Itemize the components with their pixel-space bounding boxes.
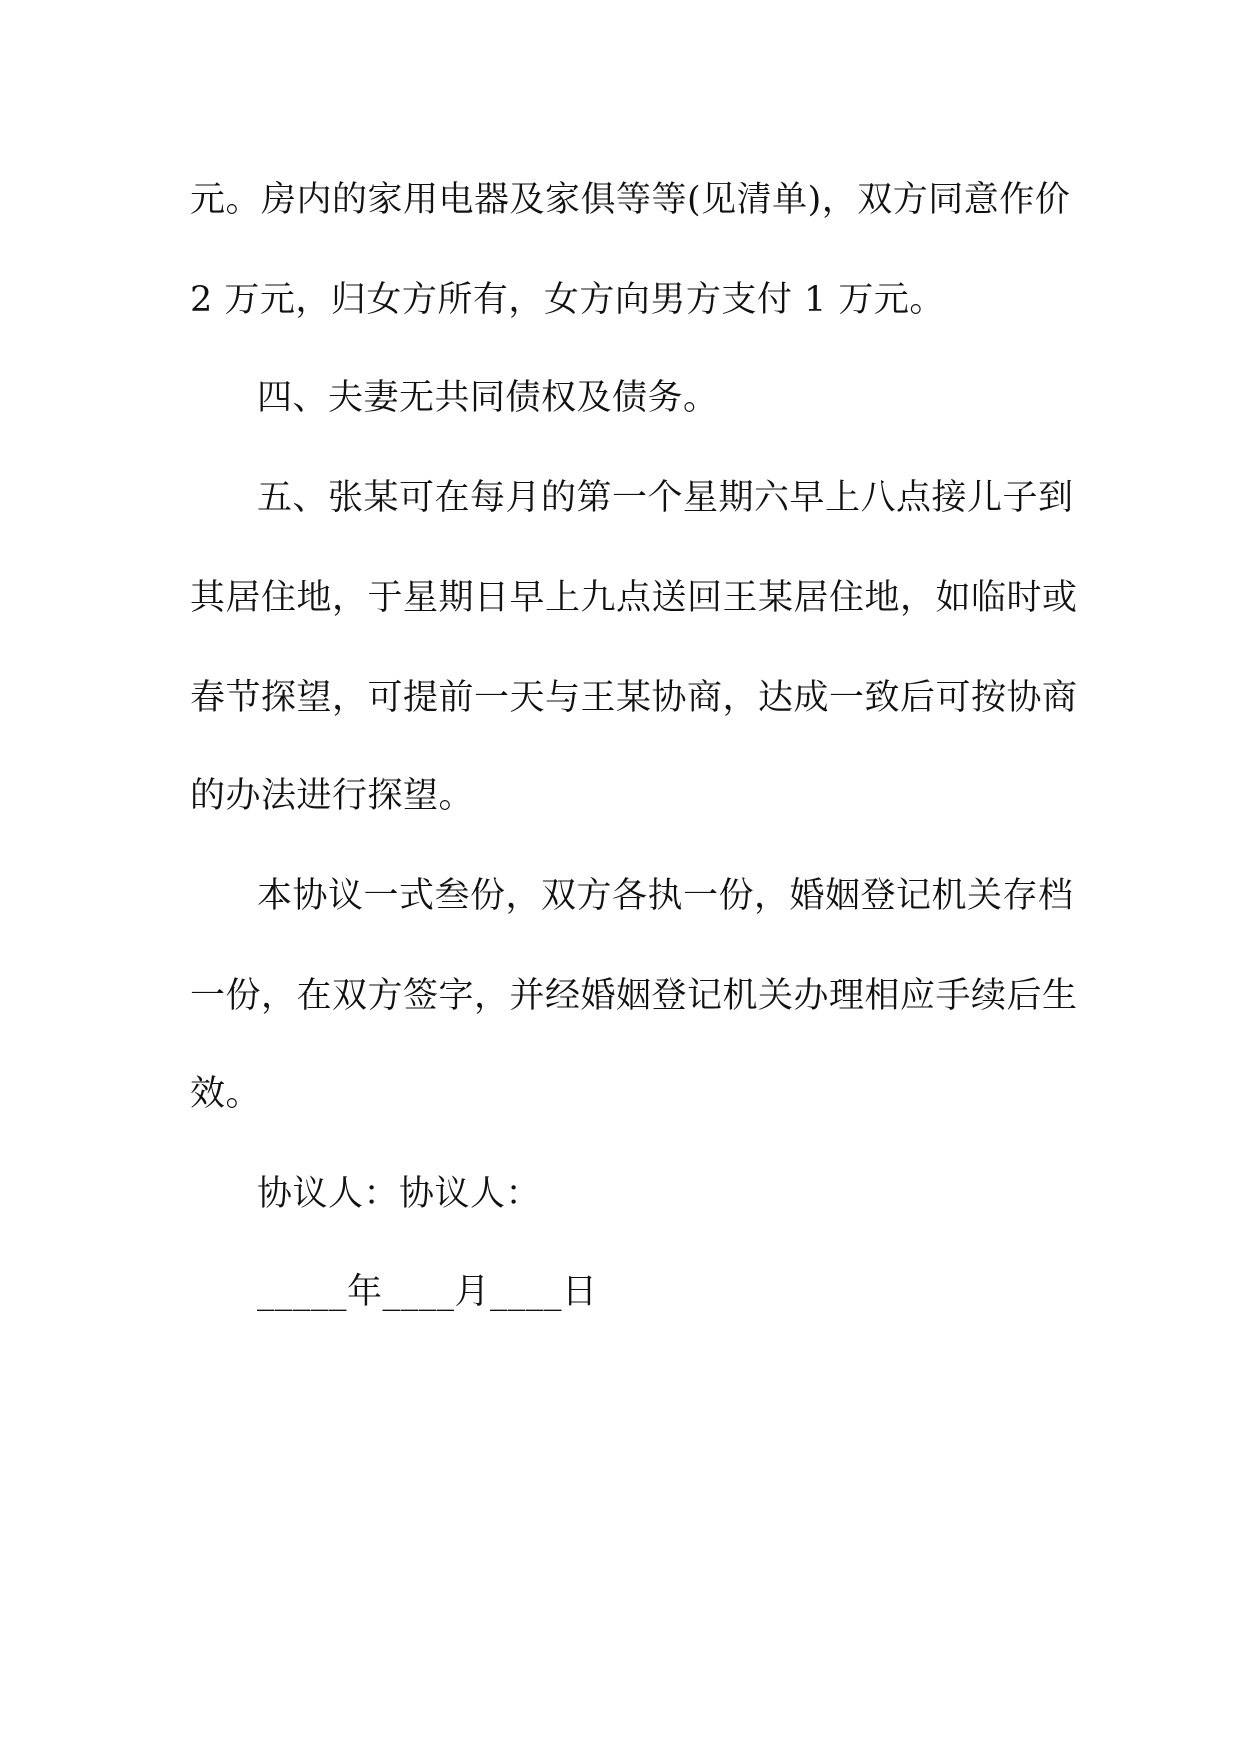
clause-five-line-1: 五、张某可在每月的第一个星期六早上八点接儿子到 xyxy=(257,478,1074,518)
paragraph-property-line-2: 2 万元，归女方所有，女方向男方支付 1 万元。 xyxy=(190,280,945,320)
date-line: _____年____月____日 xyxy=(257,1272,598,1312)
clause-five-line-3: 春节探望，可提前一天与王某协商，达成一致后可按协商 xyxy=(190,678,1078,718)
clause-five-line-2: 其居住地，于星期日早上九点送回王某居住地，如临时或 xyxy=(190,578,1078,618)
clause-four: 四、夫妻无共同债权及债务。 xyxy=(257,378,719,418)
agreement-copies-line-3: 效。 xyxy=(190,1074,262,1114)
agreement-copies-line-1: 本协议一式叁份，双方各执一份，婚姻登记机关存档 xyxy=(257,876,1074,916)
agreement-copies-line-2: 一份，在双方签字，并经婚姻登记机关办理相应手续后生 xyxy=(190,976,1078,1016)
paragraph-property-line-1: 元。房内的家用电器及家俱等等(见清单)，双方同意作价 xyxy=(190,180,1071,220)
signatories-line: 协议人：协议人： xyxy=(257,1174,542,1214)
clause-five-line-4: 的办法进行探望。 xyxy=(190,776,475,816)
